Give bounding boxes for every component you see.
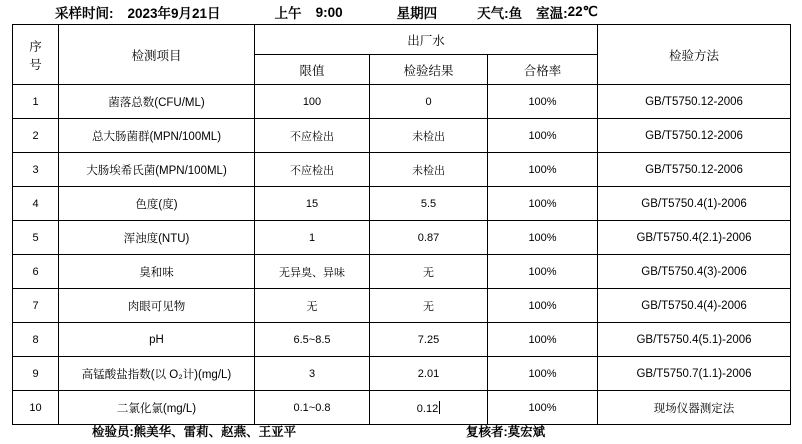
cell-no: 9	[13, 357, 59, 391]
table-row	[13, 255, 791, 289]
cell-method: GB/T5750.4(4)-2006	[598, 289, 791, 323]
cell-result[interactable]: 2.01	[370, 357, 488, 391]
header-info-line	[0, 0, 802, 24]
table-header-row-1	[13, 25, 791, 55]
room-temp-label: 室温:	[536, 6, 568, 21]
cell-result-active[interactable]	[370, 391, 488, 425]
cell-limit[interactable]: 1	[255, 221, 370, 255]
weekday-value[interactable]: 星期四	[396, 6, 438, 21]
cell-result[interactable]: 未检出	[370, 119, 488, 153]
cell-item: 二氯化氯(mg/L)	[59, 391, 255, 425]
cell-no: 4	[13, 187, 59, 221]
weather-value[interactable]: 鱼	[508, 6, 523, 21]
cell-limit[interactable]: 3	[255, 357, 370, 391]
inspector-label: 检验员:	[92, 425, 134, 439]
cell-result[interactable]: 无	[370, 289, 488, 323]
am-label: 上午	[274, 6, 302, 21]
table-row	[13, 153, 791, 187]
header-result: 检验结果	[370, 55, 488, 85]
cell-limit[interactable]: 100	[255, 85, 370, 119]
table-row	[13, 119, 791, 153]
header-no	[13, 25, 59, 85]
cell-result[interactable]: 5.5	[370, 187, 488, 221]
cell-limit[interactable]: 不应检出	[255, 153, 370, 187]
reviewer-block	[466, 422, 545, 440]
water-quality-table	[12, 24, 791, 425]
cell-limit[interactable]: 无	[255, 289, 370, 323]
cell-method: GB/T5750.7(1.1)-2006	[598, 357, 791, 391]
cell-item: 臭和味	[59, 255, 255, 289]
sample-time-value[interactable]: 9:00	[315, 4, 343, 20]
cell-item: 浑浊度(NTU)	[59, 221, 255, 255]
sample-date-value[interactable]: 2023年9月21日	[127, 6, 221, 21]
header-item: 检测项目	[59, 25, 255, 85]
reviewer-name[interactable]: 莫宏斌	[507, 425, 546, 439]
table-row	[13, 357, 791, 391]
inspector-block	[92, 422, 296, 440]
cell-item: 总大肠菌群(MPN/100ML)	[59, 119, 255, 153]
cell-item: 高锰酸盐指数(以 O₂计)(mg/L)	[59, 357, 255, 391]
cell-item: 肉眼可见物	[59, 289, 255, 323]
reviewer-label: 复核者:	[466, 425, 508, 439]
table-row	[13, 85, 791, 119]
cell-no: 1	[13, 85, 59, 119]
inspector-names[interactable]: 熊美华、雷莉、赵燕、王亚平	[133, 425, 297, 439]
cell-result[interactable]: 无	[370, 255, 488, 289]
weather-label: 天气:	[477, 6, 509, 21]
cell-limit[interactable]: 0.1~0.8	[255, 391, 370, 425]
cell-method: GB/T5750.4(1)-2006	[598, 187, 791, 221]
room-temp-value[interactable]: 22℃	[567, 4, 598, 19]
table-row	[13, 187, 791, 221]
header-no-line2: 号	[29, 57, 42, 72]
cell-no: 2	[13, 119, 59, 153]
cell-result[interactable]: 7.25	[370, 323, 488, 357]
cell-no: 5	[13, 221, 59, 255]
cell-limit[interactable]: 不应检出	[255, 119, 370, 153]
cell-rate: 100%	[488, 323, 598, 357]
cell-no: 6	[13, 255, 59, 289]
table-row	[13, 391, 791, 425]
cell-rate: 100%	[488, 153, 598, 187]
cell-item: 色度(度)	[59, 187, 255, 221]
cell-method: GB/T5750.12-2006	[598, 153, 791, 187]
cell-item: 菌落总数(CFU/ML)	[59, 85, 255, 119]
cell-result[interactable]: 0	[370, 85, 488, 119]
cell-method: GB/T5750.4(3)-2006	[598, 255, 791, 289]
cell-method: GB/T5750.4(5.1)-2006	[598, 323, 791, 357]
cell-limit[interactable]: 15	[255, 187, 370, 221]
cell-no: 10	[13, 391, 59, 425]
header-method: 检验方法	[598, 25, 791, 85]
header-rate: 合格率	[488, 55, 598, 85]
cell-result[interactable]: 0.87	[370, 221, 488, 255]
cell-limit[interactable]: 无异臭、异味	[255, 255, 370, 289]
cell-no: 8	[13, 323, 59, 357]
header-limit: 限值	[255, 55, 370, 85]
cell-rate: 100%	[488, 289, 598, 323]
cell-method: GB/T5750.12-2006	[598, 85, 791, 119]
cell-result-text: 0.12	[416, 402, 439, 415]
cell-no: 3	[13, 153, 59, 187]
sample-time-label: 采样时间:	[55, 6, 114, 21]
header-no-line1: 序	[29, 39, 42, 54]
cell-no: 7	[13, 289, 59, 323]
header-group-outlet-water: 出厂水	[255, 25, 598, 55]
cell-method: GB/T5750.12-2006	[598, 119, 791, 153]
cell-item: 大肠埃希氏菌(MPN/100ML)	[59, 153, 255, 187]
table-row	[13, 221, 791, 255]
cell-rate: 100%	[488, 255, 598, 289]
footer-signature-line	[0, 422, 802, 442]
text-cursor	[439, 401, 440, 414]
cell-rate: 100%	[488, 85, 598, 119]
cell-method: GB/T5750.4(2.1)-2006	[598, 221, 791, 255]
cell-item: pH	[59, 323, 255, 357]
cell-method: 现场仪器测定法	[598, 391, 791, 425]
cell-result[interactable]: 未检出	[370, 153, 488, 187]
cell-rate: 100%	[488, 187, 598, 221]
cell-rate: 100%	[488, 221, 598, 255]
table-row	[13, 323, 791, 357]
cell-rate: 100%	[488, 357, 598, 391]
cell-limit[interactable]: 6.5~8.5	[255, 323, 370, 357]
cell-rate: 100%	[488, 391, 598, 425]
table-row	[13, 289, 791, 323]
cell-rate: 100%	[488, 119, 598, 153]
